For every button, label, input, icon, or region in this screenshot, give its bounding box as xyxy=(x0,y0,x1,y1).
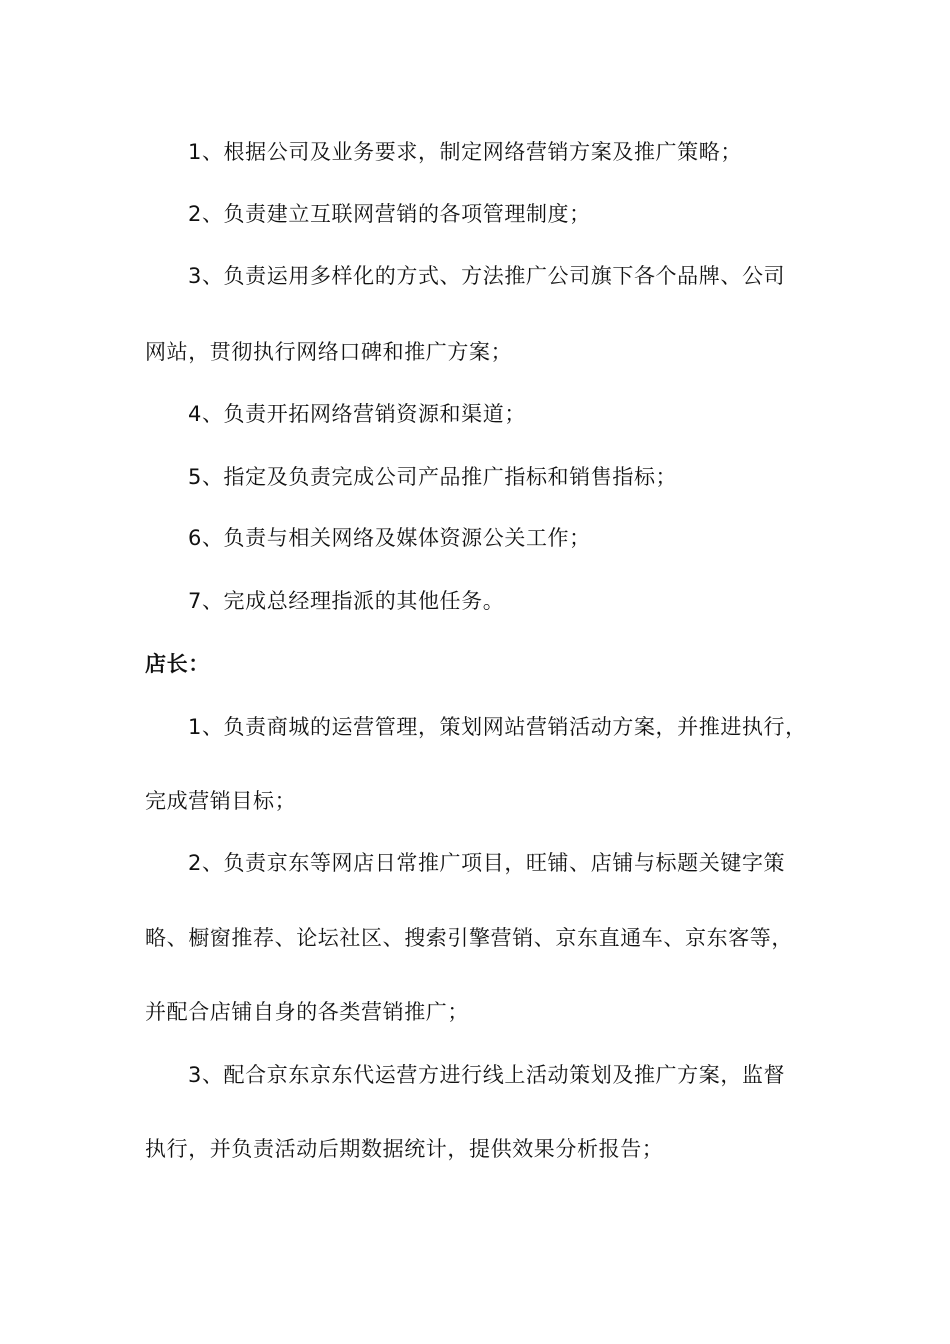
duty-item-3-continued: 网站，贯彻执行网络口碑和推广方案； xyxy=(145,340,513,364)
duty-item-2: 2、负责建立互联网营销的各项管理制度； xyxy=(188,202,591,226)
manager-item-3-continued: 执行，并负责活动后期数据统计，提供效果分析报告； xyxy=(145,1137,664,1161)
duty-item-4: 4、负责开拓网络营销资源和渠道； xyxy=(188,402,526,426)
manager-item-1-continued: 完成营销目标； xyxy=(145,789,297,813)
manager-item-2-continued-1: 略、橱窗推荐、论坛社区、搜索引擎营销、京东直通车、京东客等， xyxy=(145,926,793,950)
duty-item-6: 6、负责与相关网络及媒体资源公关工作； xyxy=(188,526,591,550)
section-heading-store-manager: 店长： xyxy=(145,652,210,676)
manager-item-3: 3、配合京东京东代运营方进行线上活动策划及推广方案，监督 xyxy=(188,1063,786,1087)
duty-item-1: 1、根据公司及业务要求，制定网络营销方案及推广策略； xyxy=(188,140,742,164)
manager-item-1: 1、负责商城的运营管理，策划网站营销活动方案，并推进执行， xyxy=(188,715,807,739)
duty-item-7: 7、完成总经理指派的其他任务。 xyxy=(188,589,505,613)
duty-item-5: 5、指定及负责完成公司产品推广指标和销售指标； xyxy=(188,465,678,489)
manager-item-2: 2、负责京东等网店日常推广项目，旺铺、店铺与标题关键字策 xyxy=(188,851,786,875)
manager-item-2-continued-2: 并配合店铺自身的各类营销推广； xyxy=(145,1000,469,1024)
duty-item-3: 3、负责运用多样化的方式、方法推广公司旗下各个品牌、公司 xyxy=(188,264,786,288)
